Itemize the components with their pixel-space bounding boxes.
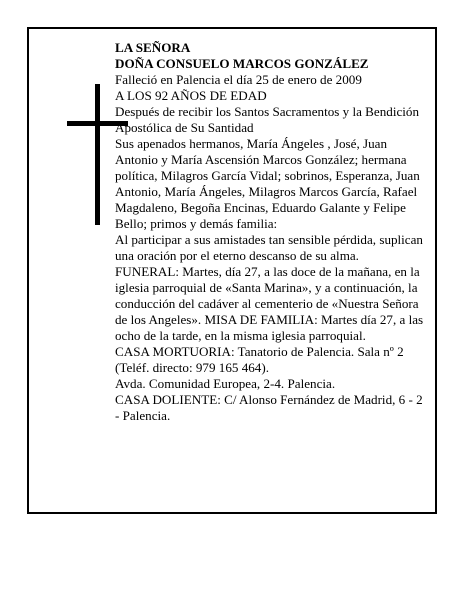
death-statement: Falleció en Palencia el día 25 de enero de 2009 xyxy=(115,72,362,87)
home-paragraph: CASA DOLIENTE: C/ Alonso Fernández de Madrid, 6 - 2 - Palencia. xyxy=(115,392,423,423)
mortuary-paragraph: CASA MORTUORIA: Tanatorio de Palencia. Sala nº 2 (Teléf. directo: 979 165 464). xyxy=(115,344,404,375)
services-paragraph: FUNERAL: Martes, día 27, a las doce de la mañana, en la iglesia parroquial de «Santa Marina», y a continuación, la conducción del cadáver al cementerio de «Nuestra Señora de los Angeles». MISA DE FAMILIA: Martes día 27, a las ocho de la tarde, en la misma iglesia parroquial. xyxy=(115,264,424,343)
obituary-notice xyxy=(27,27,437,514)
sacraments-paragraph: Después de recibir los Santos Sacramentos y la Bendición Apostólica de Su Santidad xyxy=(115,104,419,135)
obituary-text xyxy=(115,40,425,424)
age-statement: A LOS 92 AÑOS DE EDAD xyxy=(115,88,267,103)
address-paragraph: Avda. Comunidad Europea, 2-4. Palencia. xyxy=(115,376,336,391)
request-paragraph: Al participar a sus amistades tan sensible pérdida, suplican una oración por el eterno descanso de su alma. xyxy=(115,232,423,263)
obituary-title: LA SEÑORA xyxy=(115,40,191,55)
relatives-paragraph: Sus apenados hermanos, María Ángeles , José, Juan Antonio y María Ascensión Marcos González; hermana política, Milagros García Vidal; sobrinos, Esperanza, Juan Antonio, María Ángeles, Milagros Marcos García, Rafael Magdaleno, Begoña Encinas, Eduardo Galante y Felipe Bello; primos y demás familia: xyxy=(115,136,420,231)
deceased-name: DOÑA CONSUELO MARCOS GONZÁLEZ xyxy=(115,56,369,71)
cross-vertical-bar xyxy=(95,84,100,225)
